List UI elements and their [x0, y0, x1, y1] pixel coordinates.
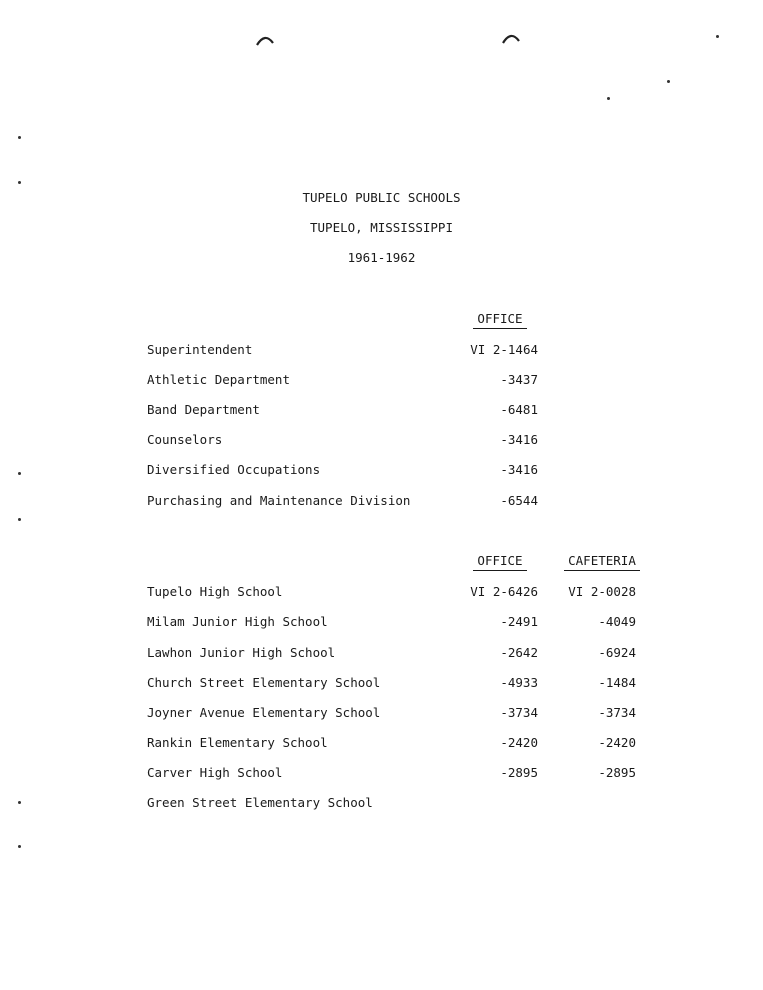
punch-hole-mark-left [255, 34, 275, 46]
department-name: Counselors [147, 432, 223, 447]
office-number: -2642 [500, 645, 538, 660]
office-number: -6481 [500, 402, 538, 417]
cafeteria-number: -3734 [598, 705, 636, 720]
scan-speck [18, 801, 21, 804]
office-number: -6544 [500, 493, 538, 508]
scan-speck [18, 845, 21, 848]
scan-speck [18, 136, 21, 139]
department-name: Diversified Occupations [147, 462, 321, 477]
office-number: -3416 [500, 462, 538, 477]
department-name: Purchasing and Maintenance Division [147, 493, 411, 508]
office-column-header: OFFICE [462, 311, 538, 326]
school-name: Green Street Elementary School [147, 795, 373, 810]
school-name: Church Street Elementary School [147, 675, 381, 690]
department-name: Band Department [147, 402, 260, 417]
district-location: TUPELO, MISSISSIPPI [310, 220, 453, 235]
cafeteria-number: -1484 [598, 675, 636, 690]
scan-speck [716, 35, 719, 38]
punch-hole-mark-right [501, 32, 521, 44]
office-column-header: OFFICE [462, 553, 538, 568]
office-number: VI 2-1464 [470, 342, 538, 357]
school-year: 1961-1962 [347, 250, 416, 265]
cafeteria-number: -4049 [598, 614, 636, 629]
office-number: -2491 [500, 614, 538, 629]
scan-speck [18, 472, 21, 475]
school-name: Carver High School [147, 765, 283, 780]
office-number: -2895 [500, 765, 538, 780]
office-number: -2420 [500, 735, 538, 750]
department-name: Athletic Department [147, 372, 290, 387]
office-number: VI 2-6426 [470, 584, 538, 599]
cafeteria-number: -6924 [598, 645, 636, 660]
school-name: Joyner Avenue Elementary School [147, 705, 381, 720]
district-title: TUPELO PUBLIC SCHOOLS [302, 190, 461, 205]
office-number: -3416 [500, 432, 538, 447]
office-number: -3734 [500, 705, 538, 720]
cafeteria-column-header: CAFETERIA [558, 553, 646, 568]
cafeteria-number: -2420 [598, 735, 636, 750]
cafeteria-number: VI 2-0028 [568, 584, 636, 599]
scan-speck [18, 181, 21, 184]
department-name: Superintendent [147, 342, 253, 357]
office-number: -3437 [500, 372, 538, 387]
school-name: Rankin Elementary School [147, 735, 328, 750]
school-name: Tupelo High School [147, 584, 283, 599]
scan-speck [18, 518, 21, 521]
scan-speck [667, 80, 670, 83]
school-name: Milam Junior High School [147, 614, 328, 629]
cafeteria-number: -2895 [598, 765, 636, 780]
scan-speck [607, 97, 610, 100]
school-name: Lawhon Junior High School [147, 645, 336, 660]
office-number: -4933 [500, 675, 538, 690]
